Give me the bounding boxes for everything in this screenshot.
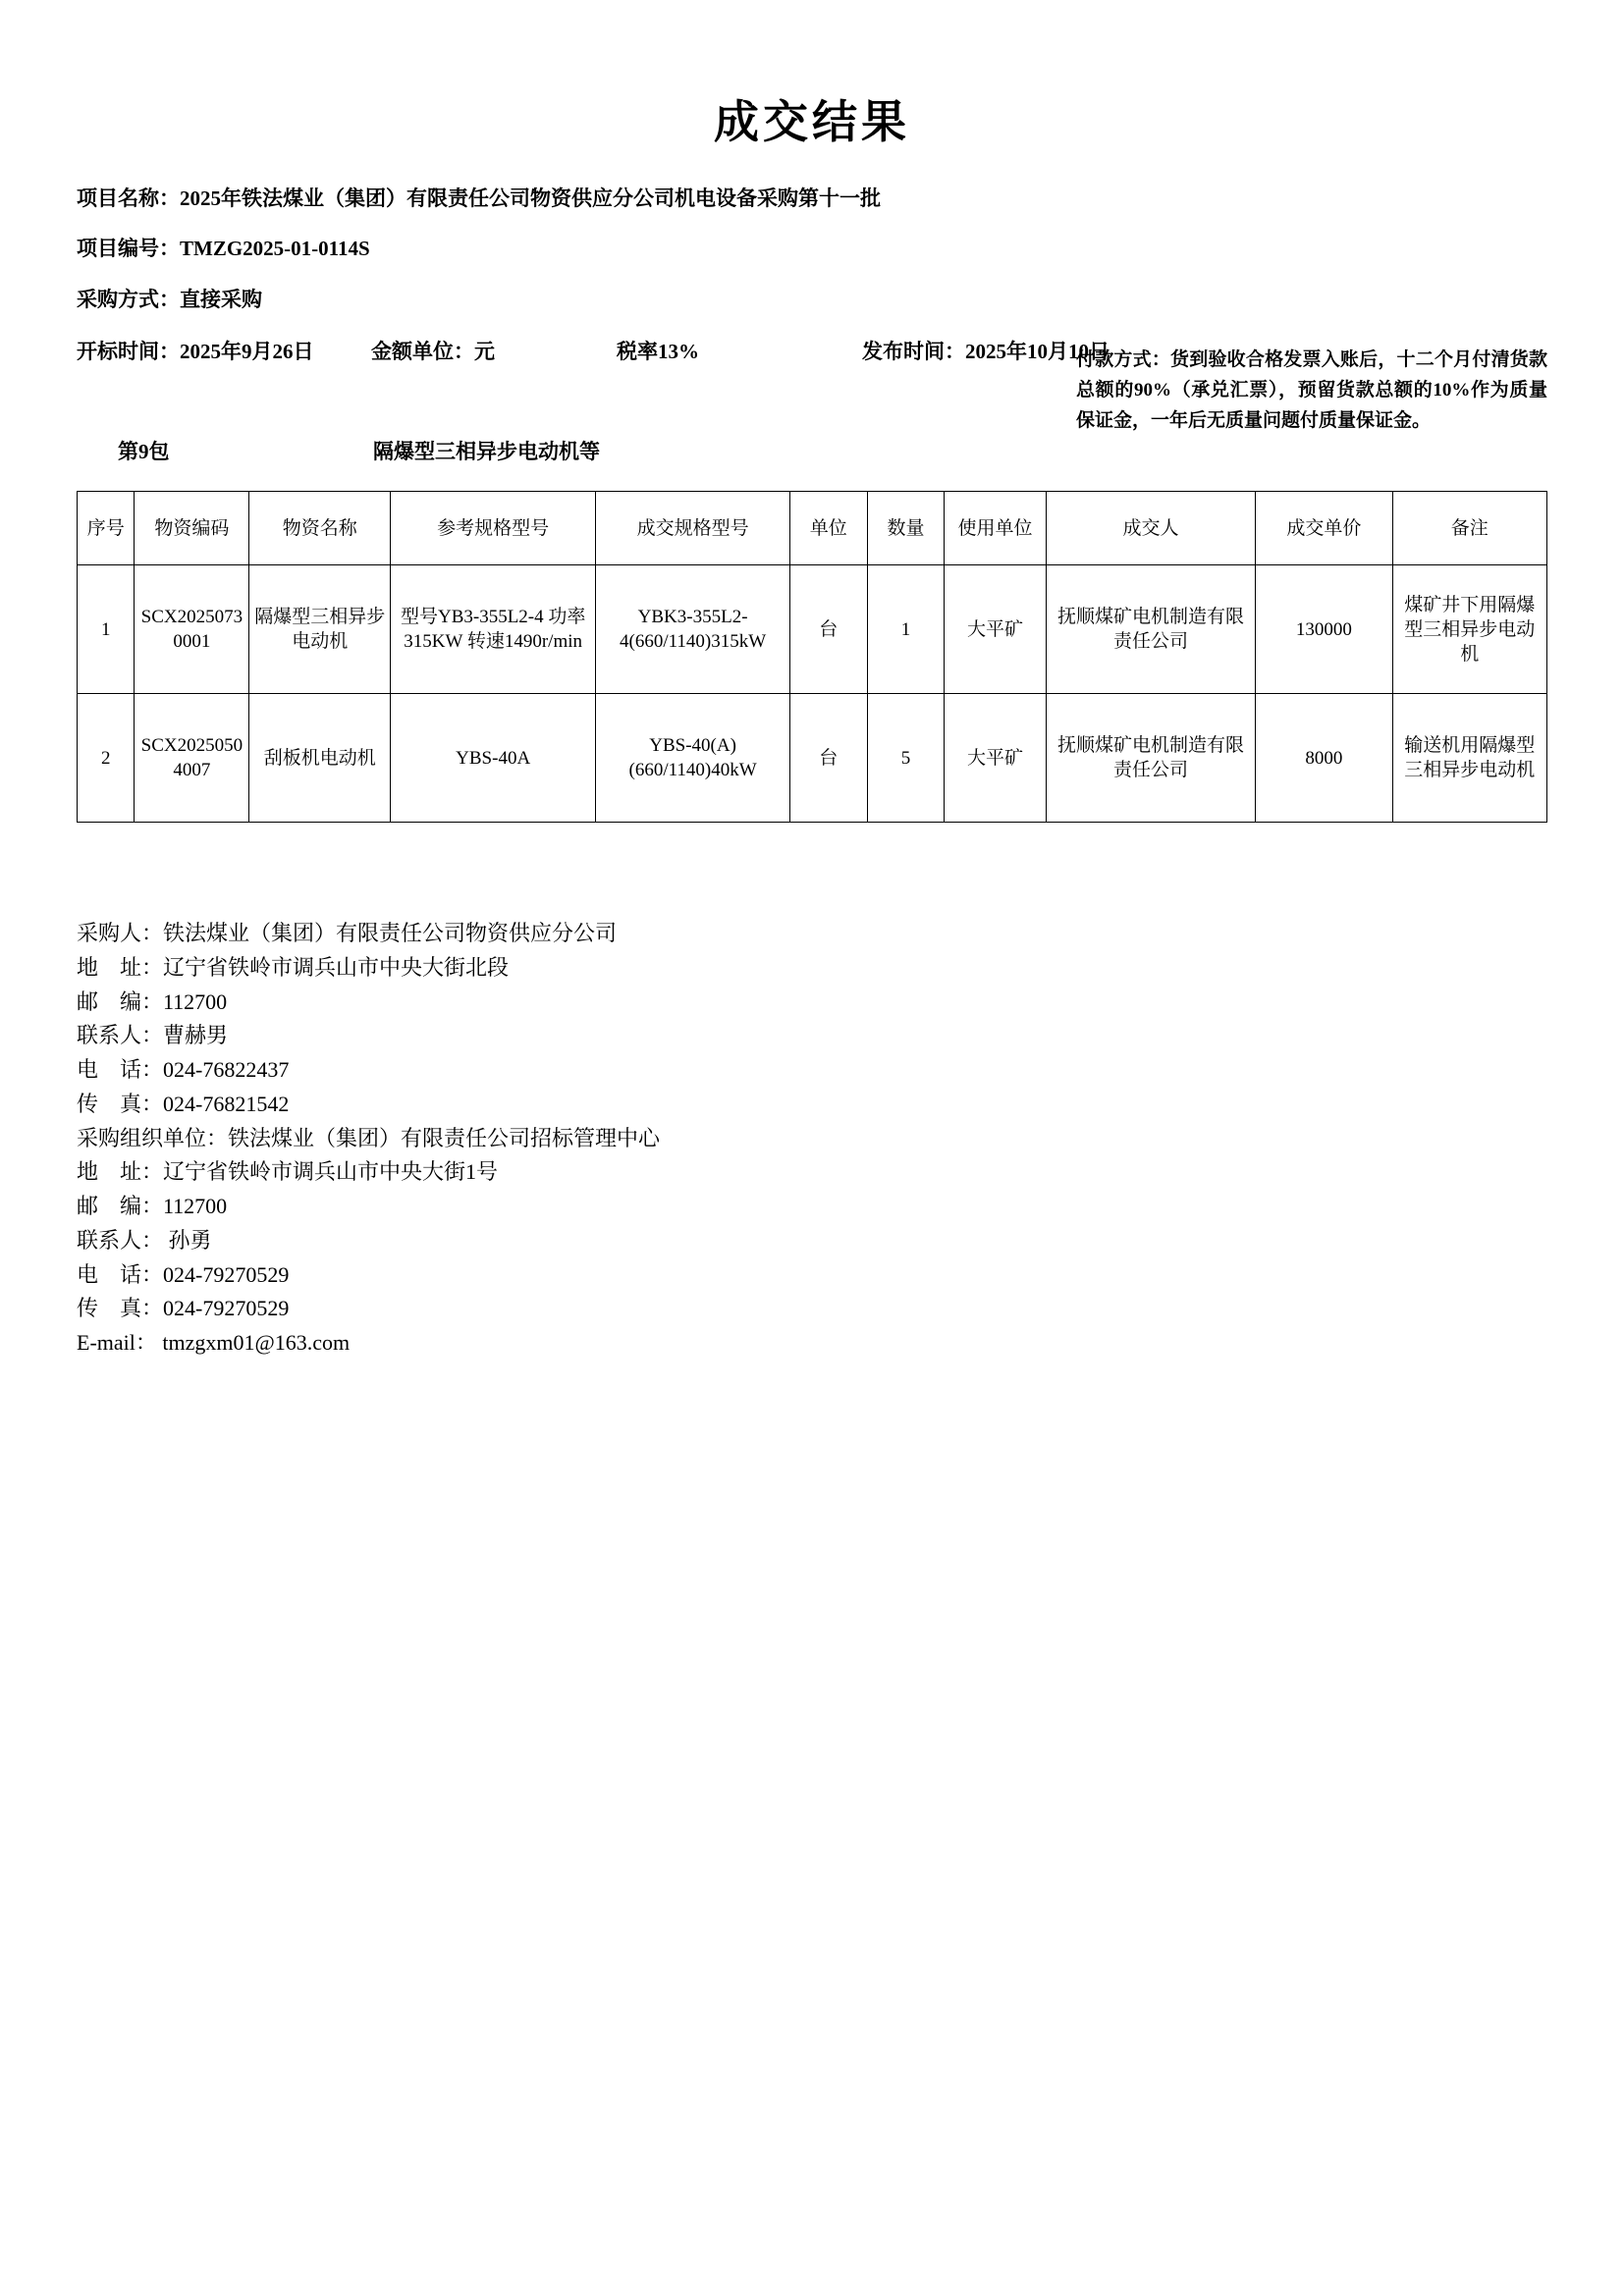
cell-deal-spec: YBK3-355L2-4(660/1140)315kW xyxy=(596,565,790,694)
cell-ref-spec: YBS-40A xyxy=(391,694,596,823)
buyer-address: 地 址：辽宁省铁岭市调兵山市中央大街北段 xyxy=(77,954,510,980)
package-number: 第9包 xyxy=(118,440,170,464)
cell-material-code: SCX20250730001 xyxy=(135,565,249,694)
payment-terms xyxy=(1076,346,1547,436)
buyer-postcode: 邮 编：112700 xyxy=(77,988,228,1014)
tax-rate: 税率13% xyxy=(617,340,699,364)
bid-open-time-value: 2025年9月26日 xyxy=(180,340,314,364)
payment-terms-label: 付款方式： xyxy=(1076,349,1171,370)
cell-price: 8000 xyxy=(1256,694,1392,823)
cell-ref-spec: 型号YB3-355L2-4 功率315KW 转速1490r/min xyxy=(391,565,596,694)
amount-unit xyxy=(371,336,617,365)
cell-material-name: 刮板机电动机 xyxy=(249,694,391,823)
organizer-email: E-mail： tmzgxm01@163.com xyxy=(77,1330,351,1356)
purchase-method-line xyxy=(77,286,1547,314)
project-name-value: 2025年铁法煤业（集团）有限责任公司物资供应分公司机电设备采购第十一批 xyxy=(180,187,881,210)
cell-unit: 台 xyxy=(789,694,867,823)
amount-unit-label: 金额单位： xyxy=(371,340,474,364)
cell-price: 130000 xyxy=(1256,565,1392,694)
cell-qty: 1 xyxy=(867,565,945,694)
header-remark: 备注 xyxy=(1392,492,1546,565)
payment-terms-text: 货到验收合格发票入账后，十二个月付清货款总额的90%（承兑汇票），预留货款总额的10%作为质量保证金，一年后无质量问题付质量保证金。 xyxy=(1076,349,1547,431)
table-row xyxy=(78,565,1547,694)
publish-time xyxy=(862,336,1110,365)
organizer-name: 采购组织单位：铁法煤业（集团）有限责任公司招标管理中心 xyxy=(77,1125,661,1150)
purchase-method-label: 采购方式： xyxy=(77,287,180,311)
table-header-row xyxy=(78,492,1547,565)
header-unit: 单位 xyxy=(789,492,867,565)
header-use-unit: 使用单位 xyxy=(945,492,1046,565)
cell-winner: 抚顺煤矿电机制造有限责任公司 xyxy=(1046,694,1256,823)
project-number-line xyxy=(77,235,1547,263)
organizer-telephone: 电 话：024-79270529 xyxy=(77,1261,290,1287)
cell-material-code: SCX20250504007 xyxy=(135,694,249,823)
contact-block xyxy=(77,917,1547,1361)
organizer-fax: 传 真：024-79270529 xyxy=(77,1296,290,1321)
organizer-postcode: 邮 编：112700 xyxy=(77,1194,228,1219)
cell-index: 2 xyxy=(78,694,135,823)
buyer-contact-person: 联系人：曹赫男 xyxy=(77,1023,229,1048)
header-deal-spec: 成交规格型号 xyxy=(596,492,790,565)
package-name: 隔爆型三相异步电动机等 xyxy=(373,440,600,464)
page-title: 成交结果 xyxy=(714,97,910,147)
cell-remark: 输送机用隔爆型三相异步电动机 xyxy=(1392,694,1546,823)
cell-remark: 煤矿井下用隔爆型三相异步电动机 xyxy=(1392,565,1546,694)
organizer-address: 地 址：辽宁省铁岭市调兵山市中央大街1号 xyxy=(77,1159,499,1185)
project-number-value: TMZG2025-01-0114S xyxy=(180,237,370,261)
publish-time-value: 2025年10月10日 xyxy=(965,340,1110,364)
result-table xyxy=(77,491,1547,823)
buyer-telephone: 电 话：024-76822437 xyxy=(77,1057,290,1083)
header-qty: 数量 xyxy=(867,492,945,565)
publish-time-label: 发布时间： xyxy=(862,340,965,364)
cell-material-name: 隔爆型三相异步电动机 xyxy=(249,565,391,694)
cell-deal-spec: YBS-40(A)(660/1140)40kW xyxy=(596,694,790,823)
header-material-name: 物资名称 xyxy=(249,492,391,565)
buyer-name: 采购人：铁法煤业（集团）有限责任公司物资供应分公司 xyxy=(77,921,618,946)
amount-unit-value: 元 xyxy=(474,340,495,364)
cell-winner: 抚顺煤矿电机制造有限责任公司 xyxy=(1046,565,1256,694)
cell-index: 1 xyxy=(78,565,135,694)
project-number-label: 项目编号： xyxy=(77,237,180,261)
cell-use-unit: 大平矿 xyxy=(945,694,1046,823)
cell-use-unit: 大平矿 xyxy=(945,565,1046,694)
cell-qty: 5 xyxy=(867,694,945,823)
bid-open-time xyxy=(77,336,371,365)
cell-unit: 台 xyxy=(789,565,867,694)
project-name-label: 项目名称： xyxy=(77,187,180,210)
purchase-method-value: 直接采购 xyxy=(180,287,262,311)
organizer-contact-person: 联系人： 孙勇 xyxy=(77,1227,212,1253)
header-ref-spec: 参考规格型号 xyxy=(391,492,596,565)
bid-open-time-label: 开标时间： xyxy=(77,340,180,364)
project-name-line xyxy=(77,185,1547,213)
header-index: 序号 xyxy=(78,492,135,565)
header-material-code: 物资编码 xyxy=(135,492,249,565)
package-row xyxy=(77,436,1547,465)
table-row xyxy=(78,694,1547,823)
header-winner: 成交人 xyxy=(1046,492,1256,565)
buyer-fax: 传 真：024-76821542 xyxy=(77,1091,290,1116)
header-price: 成交单价 xyxy=(1256,492,1392,565)
